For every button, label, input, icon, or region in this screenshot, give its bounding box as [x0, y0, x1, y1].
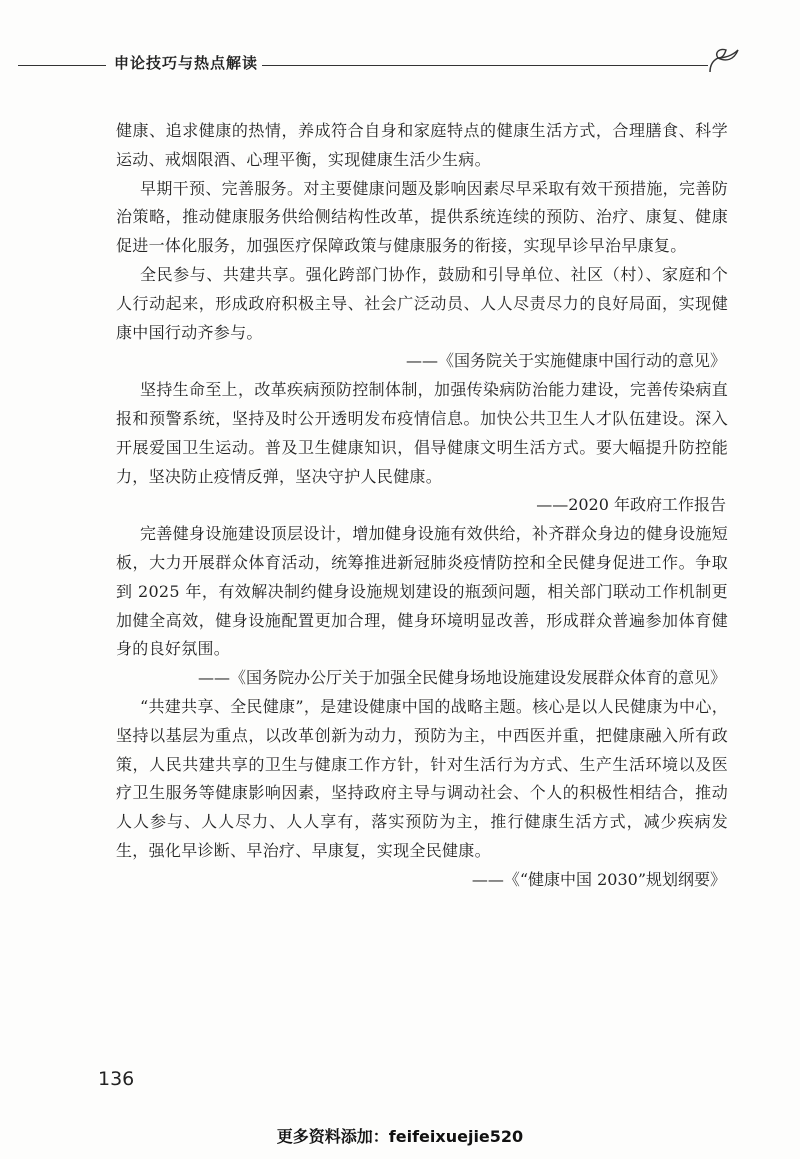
- footer-note: 更多资料添加：feifeixuejie520: [276, 1127, 524, 1146]
- sprout-icon: [704, 46, 744, 76]
- running-header: [0, 46, 800, 82]
- paragraph: 完善健身设施建设顶层设计，增加健身设施有效供给，补齐群众身边的健身设施短板，大力开展群众体育活动，统筹推进新冠肺炎疫情防控和全民健身促进工作。争取到 2025 年，有效解决制约健身设施规划建设的瓶颈问题，相关部门联动工作机制更加健全高效，健身设施配置更加合理，健身环境明显改善，形成群众普遍参加体育健身的良好氛围。: [116, 524, 728, 659]
- body-text: [116, 117, 728, 895]
- paragraph: 全民参与、共建共享。强化跨部门协作，鼓励和引导单位、社区（村）、家庭和个人行动起来，形成政府积极主导、社会广泛动员、人人尽责尽力的良好局面，实现健康中国行动齐参与。: [116, 264, 728, 342]
- header-title: 申论技巧与热点解读: [114, 54, 259, 72]
- paragraph: “共建共享、全民健康”，是建设健康中国的战略主题。核心是以人民健康为中心，坚持以基层为重点，以改革创新为动力，预防为主，中西医并重，把健康融入所有政策，人民共建共享的卫生与健康工作方针，针对生活行为方式、生产生活环境以及医疗卫生服务等健康影响因素，坚持政府主导与调动社会、个人的积极性相结合，推动人人参与、人人尽力、人人享有，落实预防为主，推行健康生活方式，减少疾病发生，强化早诊断、早治疗、早康复，实现全民健康。: [116, 696, 728, 860]
- source-citation: ——《国务院办公厅关于加强全民健身场地设施建设发展群众体育的意见》: [197, 668, 726, 688]
- source-citation: ——《“健康中国 2030”规划纲要》: [471, 869, 726, 889]
- header-rule-left: [18, 65, 106, 66]
- source-citation: ——《国务院关于实施健康中国行动的意见》: [405, 351, 726, 371]
- paragraph: 早期干预、完善服务。对主要健康问题及影响因素尽早采取有效干预措施，完善防治策略，推动健康服务供给侧结构性改革，提供系统连续的预防、治疗、康复、健康促进一体化服务，加强医疗保障政策与健康服务的衔接，实现早诊早治早康复。: [116, 178, 728, 256]
- source-citation: ——2020 年政府工作报告: [536, 495, 726, 515]
- paragraph: 坚持生命至上，改革疾病预防控制体制，加强传染病防治能力建设，完善传染病直报和预警系统，坚持及时公开透明发布疫情信息。加快公共卫生人才队伍建设。深入开展爱国卫生运动。普及卫生健康知识，倡导健康文明生活方式。要大幅提升防控能力，坚决防止疫情反弹，坚决守护人民健康。: [116, 380, 728, 486]
- header-rule-right: [262, 65, 708, 66]
- page-number: 136: [98, 1068, 135, 1090]
- paragraph: 健康、追求健康的热情，养成符合自身和家庭特点的健康生活方式，合理膳食、科学运动、戒烟限酒、心理平衡，实现健康生活少生病。: [116, 121, 728, 169]
